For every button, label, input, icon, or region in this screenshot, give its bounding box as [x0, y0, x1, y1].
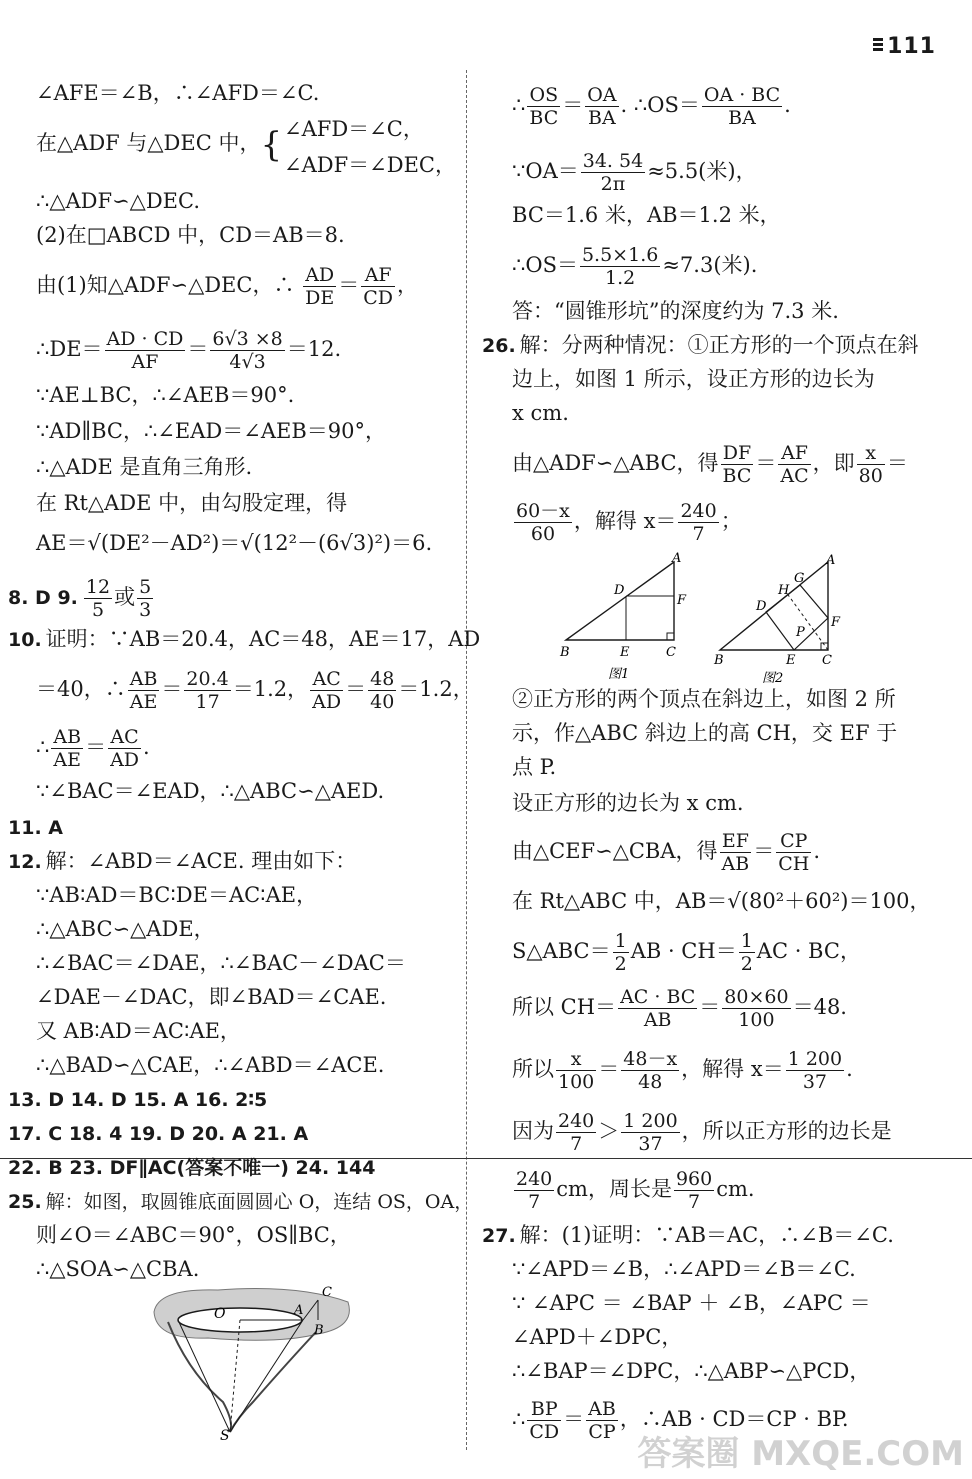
fig1-label-e: E	[620, 645, 630, 660]
text-line: ∠APD＋∠DPC，	[512, 1325, 683, 1349]
cone-figure	[148, 1282, 358, 1442]
fraction: $\frac{AB}{CP}$	[588, 1398, 616, 1443]
text-line: 因为 $\frac{240}{7}$ ＞ $\frac{1 200}{37}$ ，所以正方形的边长是	[512, 1110, 892, 1155]
fraction: $\frac{5.5\times 1.6}{1.2}$	[581, 244, 659, 289]
text-line: ∵∠APD＝∠B，∴∠APD＝∠B＝∠C.	[512, 1257, 856, 1281]
fraction: $\frac{AB}{AE}$	[129, 668, 158, 713]
text-line: ＝40，∴ $\frac{AB}{AE}$ ＝ $\frac{20.4}{17}$ ＝1.2， $\frac{AC}{AD}$ ＝ $\frac{48}{40}$ ＝1.2，	[36, 668, 474, 713]
fraction: $\frac{x}{80}$	[858, 442, 883, 487]
label-s: S	[220, 1428, 230, 1442]
fraction: $\frac{AB}{AE}$	[53, 726, 82, 771]
fraction: $\frac{BP}{CD}$	[529, 1398, 560, 1443]
text-line: ②正方形的两个顶点在斜边上，如图 2 所	[512, 687, 896, 711]
fraction: $\frac{AD \cdot CD}{AF}$	[106, 328, 184, 373]
text-line: ∴ $\frac{BP}{CD}$ ＝ $\frac{AB}{CP}$ ，∴AB · CD＝CP · BP.	[512, 1398, 849, 1443]
fraction: $\frac{AC}{AD}$	[110, 726, 140, 771]
fig1-label-f: F	[677, 593, 687, 608]
text-line: x cm.	[512, 401, 569, 425]
text-line: AE＝√(DE²－AD²)＝√(12²－(6√3)²)＝6.	[36, 531, 433, 555]
fraction: $\frac{12}{5}$	[85, 576, 111, 621]
text-line: 在 Rt△ABC 中，AB＝√(80²＋60²)＝100，	[512, 889, 931, 913]
text-line: (2)在□ABCD 中，CD＝AB＝8.	[36, 223, 345, 247]
text-line: 由(1)知△ADF∽△DEC，∴ $\frac{AD}{DE}$ ＝ $\frac{AF}{CD}$ ，	[36, 264, 419, 309]
fraction: $\frac{AD}{DE}$	[305, 264, 335, 309]
fig2-label-p: P	[796, 625, 805, 640]
fraction: $\frac{1}{2}$	[740, 930, 753, 975]
fraction: $\frac{EF}{AB}$	[721, 830, 750, 875]
fig2-label-d: D	[756, 599, 767, 614]
fraction: $\frac{240}{7}$	[516, 1168, 553, 1213]
fig2-caption: 图2	[762, 671, 784, 684]
text-line: 则∠O＝∠ABC＝90°，OS∥BC，	[36, 1223, 351, 1247]
figure-2	[710, 552, 860, 684]
text-line: ∴∠BAC＝∠DAE，∴∠BAC－∠DAC＝	[36, 951, 406, 975]
text-line: ∵ ∠APC ＝ ∠BAP ＋ ∠B，∠APC ＝	[512, 1291, 871, 1315]
fraction: $\frac{OA}{BA}$	[587, 84, 617, 129]
label-b: B	[314, 1323, 324, 1338]
text-line: BC＝1.6 米，AB＝1.2 米，	[512, 203, 781, 227]
text-line: ∠AFD＝∠C，	[284, 117, 424, 141]
fraction: $\frac{1}{2}$	[614, 930, 627, 975]
fraction: $\frac{48-x}{48}$	[623, 1048, 678, 1093]
text-line: $\frac{240}{7}$ cm，周长是 $\frac{960}{7}$ cm.	[516, 1168, 755, 1213]
fig1-label-a: A	[672, 552, 682, 566]
text-line: 由△ADF∽△ABC，得 $\frac{DF}{BC}$ ＝ $\frac{AF}{AC}$ ，即 $\frac{x}{80}$ ＝	[512, 442, 908, 487]
fraction: $\frac{AF}{AC}$	[780, 442, 809, 487]
text-line: ∠ADF＝∠DEC，	[284, 153, 456, 177]
fig2-label-b: B	[714, 653, 724, 668]
fig2-label-c: C	[822, 653, 832, 668]
text-line: 设正方形的边长为 x cm.	[512, 791, 744, 815]
fraction: $\frac{OS}{BC}$	[529, 84, 559, 129]
label-o: O	[214, 1306, 226, 1322]
fraction: $\frac{240}{7}$	[558, 1110, 595, 1155]
fraction: $\frac{AC}{AD}$	[312, 668, 342, 713]
fraction: $\frac{240}{7}$	[680, 500, 717, 545]
fraction: $\frac{DF}{BC}$	[722, 442, 752, 487]
text-line: 22. B 23. DF∥AC(答案不唯一) 24. 144	[8, 1157, 376, 1179]
label-c: C	[322, 1285, 332, 1300]
text-line: 又 AB∶AD＝AC∶AE，	[36, 1019, 241, 1043]
label-a: A	[294, 1303, 304, 1318]
text-line: 在 Rt△ADE 中，由勾股定理，得	[36, 491, 348, 515]
text-line: ∵∠BAC＝∠EAD，∴△ABC∽△AED.	[36, 779, 385, 803]
page-number: 111	[873, 34, 936, 59]
fraction: $\frac{960}{7}$	[675, 1168, 713, 1213]
text-line: ∴OS＝ $\frac{5.5\times 1.6}{1.2}$ ≈7.3(米).	[512, 244, 758, 289]
fig1-label-b: B	[560, 645, 570, 660]
text-line: 25. 解：如图，取圆锥底面圆圆心 O，连结 OS，OA，	[8, 1191, 474, 1213]
watermark: 答案圈 MXQE.COM	[637, 1434, 964, 1474]
text-line: ∠AFE＝∠B，∴∠AFD＝∠C.	[36, 81, 320, 105]
text-line: ∵AE⊥BC，∴∠AEB＝90°.	[36, 383, 295, 407]
column-divider	[466, 70, 467, 1450]
fraction: $\frac{x}{100}$	[558, 1048, 595, 1093]
text-line: 17. C 18. 4 19. D 20. A 21. A	[8, 1123, 309, 1145]
text-line: 在△ADF 与△DEC 中，{	[36, 125, 283, 165]
text-line: 所以 CH＝ $\frac{AC \cdot BC}{AB}$ ＝ $\frac{80\times 60}{100}$ ＝48.	[512, 986, 847, 1031]
text-line: ∠DAE－∠DAC，即∠BAD＝∠CAE.	[36, 985, 387, 1009]
fraction: $\frac{6√3 \times 8}{4√3}$	[212, 328, 283, 373]
fraction: $\frac{OA \cdot BC}{BA}$	[703, 84, 781, 129]
fraction: $\frac{60-x}{60}$	[516, 500, 570, 545]
text-line: ∴ $\frac{OS}{BC}$ ＝ $\frac{OA}{BA}$ . ∴OS＝ $\frac{OA \cdot BC}{BA}$ .	[512, 84, 791, 129]
text-line: ∴△ABC∽△ADE，	[36, 917, 215, 941]
fraction: $\frac{20.4}{17}$	[186, 668, 229, 713]
fraction: $\frac{AC \cdot BC}{AB}$	[620, 986, 696, 1031]
text-line: ∴△ADE 是直角三角形.	[36, 455, 253, 479]
fraction: $\frac{AF}{CD}$	[363, 264, 394, 309]
text-line: ∴△SOA∽△CBA.	[36, 1257, 200, 1281]
text-line: 27. 解：(1)证明：∵AB＝AC，∴∠B＝∠C.	[482, 1223, 894, 1247]
text-line: ∴△ADF∽△DEC.	[36, 189, 200, 213]
text-line: ∵AD∥BC，∴∠EAD＝∠AEB＝90°，	[36, 419, 386, 443]
text-line: ∴∠BAP＝∠DPC，∴△ABP∽△PCD，	[512, 1359, 871, 1383]
text-line: ∴△BAD∽△CAE，∴∠ABD＝∠ACE.	[36, 1053, 385, 1077]
text-line: ∵OA＝ $\frac{34. 54}{2\pi}$ ≈5.5(米)，	[512, 150, 757, 195]
fig2-label-f: F	[831, 615, 841, 630]
text-line: 由△CEF∽△CBA，得 $\frac{EF}{AB}$ ＝ $\frac{CP}{CH}$ .	[512, 830, 821, 875]
fig1-label-d: D	[614, 583, 625, 598]
fraction: $\frac{1 200}{37}$	[787, 1048, 843, 1093]
fig2-label-e: E	[786, 653, 796, 668]
fig2-label-a: A	[826, 553, 836, 568]
fraction: $\frac{48}{40}$	[370, 668, 395, 713]
fraction: $\frac{CP}{CH}$	[778, 830, 810, 875]
text-line: ∴ $\frac{AB}{AE}$ ＝ $\frac{AC}{AD}$ .	[36, 726, 150, 771]
fraction: $\frac{5}{3}$	[139, 576, 152, 621]
fig1-caption: 图1	[608, 667, 630, 682]
text-line: 答：“圆锥形坑”的深度约为 7.3 米.	[512, 299, 839, 323]
text-line: 12. 解：∠ABD＝∠ACE. 理由如下：	[8, 849, 357, 873]
text-line: 26. 解：分两种情况：①正方形的一个顶点在斜	[482, 333, 919, 357]
text-line: 边上，如图 1 所示，设正方形的边长为	[512, 367, 875, 391]
fraction: $\frac{34. 54}{2\pi}$	[582, 150, 644, 195]
text-line: S△ABC＝ $\frac{1}{2}$ AB · CH＝ $\frac{1}{2}$ AC · BC，	[512, 930, 861, 975]
fig1-label-c: C	[666, 645, 676, 660]
text-line: 示，作△ABC 斜边上的高 CH，交 EF 于	[512, 721, 898, 745]
text-line: 8. D 9. $\frac{12}{5}$ 或 $\frac{5}{3}$	[8, 576, 152, 621]
text-line: 所以 $\frac{x}{100}$ ＝ $\frac{48-x}{48}$ ，解得 x＝ $\frac{1 200}{37}$ .	[512, 1048, 853, 1093]
text-line: 10. 证明：∵AB＝20.4，AC＝48，AE＝17，AD	[8, 627, 481, 651]
text-line: $\frac{60-x}{60}$ ，解得 x＝ $\frac{240}{7}$ ；	[516, 500, 742, 545]
figure-1	[556, 552, 696, 684]
text-line: ∵AB∶AD＝BC∶DE＝AC∶AE，	[36, 883, 318, 907]
text-line: 13. D 14. D 15. A 16. 2∶5	[8, 1089, 268, 1111]
fig2-label-h: H	[778, 583, 790, 598]
fraction: $\frac{1 200}{37}$	[623, 1110, 678, 1155]
text-line: 点 P.	[512, 755, 557, 779]
text-line: ∴DE＝ $\frac{AD \cdot CD}{AF}$ ＝ $\frac{6√3 \times 8}{4√3}$ ＝12.	[36, 328, 342, 373]
fraction: $\frac{80\times 60}{100}$	[724, 986, 789, 1031]
text-line: 11. A	[8, 817, 63, 839]
fig2-label-g: G	[794, 571, 805, 586]
